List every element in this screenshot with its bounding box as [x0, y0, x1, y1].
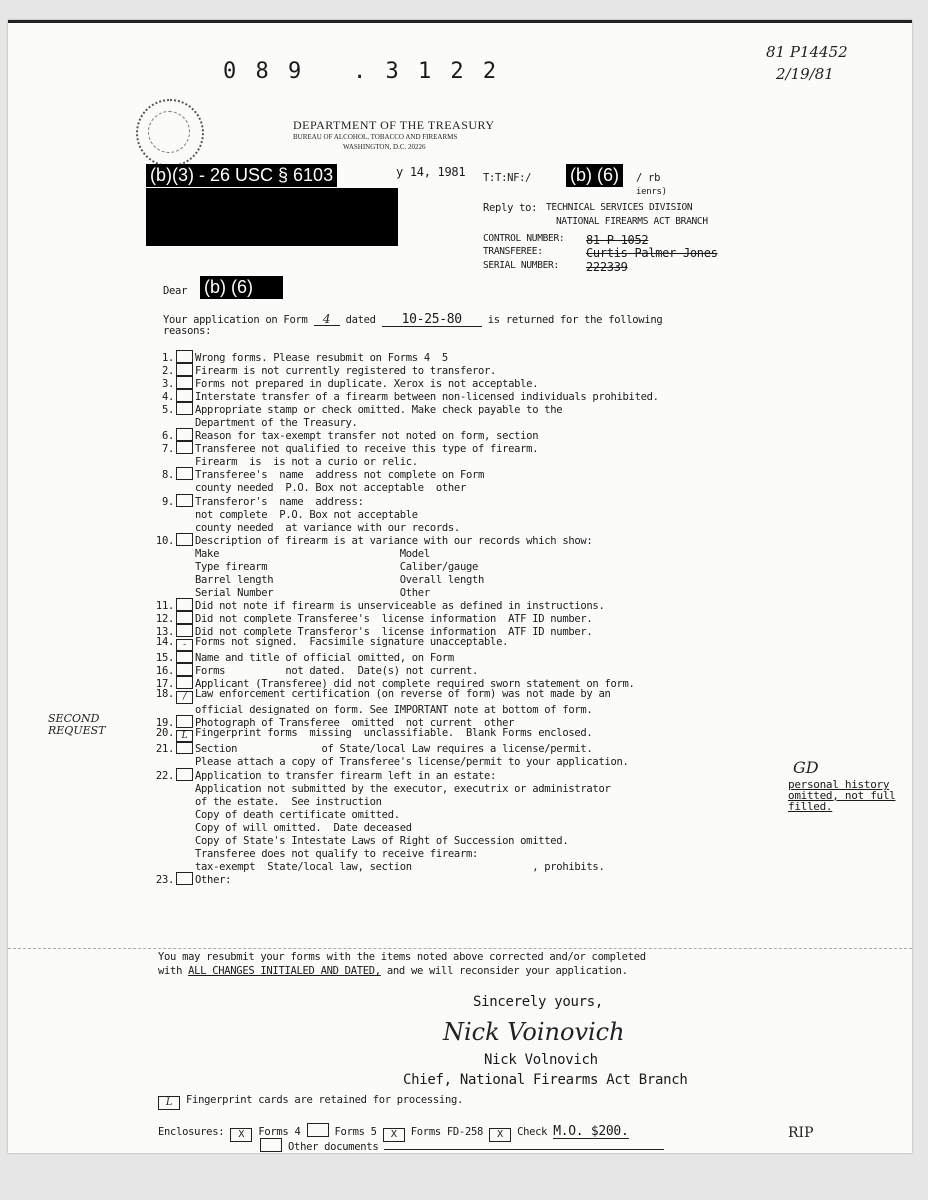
checklist-item [148, 402, 768, 415]
signer-name: Nick Volnovich [484, 1052, 598, 1068]
enc-forms4: Forms 4 [258, 1126, 301, 1138]
serial-number-value: 222339 [586, 260, 628, 274]
item-number: 3. [161, 378, 174, 391]
item-number: 8. [161, 469, 174, 482]
item-checkbox [176, 650, 193, 663]
checklist-item [148, 650, 768, 663]
item-text: Copy of will omitted. Date deceased [195, 821, 412, 834]
checklist-item [148, 389, 768, 402]
item-text: tax-exempt State/local law, section , prohibits. [195, 860, 605, 873]
checklist-item [148, 637, 768, 650]
enc-other: Other documents [288, 1141, 379, 1153]
checklist-item [148, 728, 768, 741]
item-number: 10. [155, 534, 174, 547]
bureau-header: BUREAU OF ALCOHOL, TOBACCO AND FIREARMS [293, 133, 458, 141]
fingerprint-checkbox: L [158, 1096, 180, 1110]
intro-date: 10-25-80 [382, 313, 482, 327]
handwritten-item21-note: personal history omitted, not full filled. [788, 778, 896, 813]
item-text: Forms not signed. Facsimile signature unacceptable. [195, 636, 509, 649]
checklist-item [148, 833, 768, 846]
resubmit-line1: You may resubmit your forms with the items noted above corrected and/or completed [158, 951, 646, 963]
item-checkbox [176, 663, 193, 676]
item-text: Name and title of official omitted, on Form [195, 652, 454, 665]
item-number: 22. [155, 769, 174, 782]
item-number: 23. [155, 873, 174, 886]
item-number: 2. [161, 365, 174, 378]
item-text: Law enforcement certification (on reverse of form) was not made by an [195, 688, 611, 701]
item-text: Section of State/local Law requires a license/permit. [195, 743, 593, 756]
fold-line [8, 948, 912, 949]
checklist-item [148, 467, 768, 480]
item-number: 7. [161, 443, 174, 456]
item-extra: Xerox is not acceptable. [393, 378, 539, 391]
item-text: Serial Number Other [195, 586, 430, 599]
address-header: WASHINGTON, D.C. 20226 [343, 143, 426, 151]
item-text: Department of the Treasury. [195, 417, 358, 430]
checklist-item [148, 507, 768, 520]
fingerprint-note-line [158, 1095, 463, 1110]
item-number: 16. [155, 665, 174, 678]
checklist-item [148, 572, 768, 585]
item-text: Application not submitted by the executor, executrix or administrator [195, 782, 611, 795]
item-number: 14. [155, 636, 174, 649]
item-text: Firearm is is not a curio or relic. [195, 456, 418, 469]
item-text: Wrong forms. Please resubmit on Forms [195, 352, 418, 364]
checklist-item [148, 846, 768, 859]
item-text: Fingerprint forms missing unclassifiable. Blank Forms enclosed. [195, 727, 593, 740]
item-checkbox [176, 598, 193, 611]
item-number: 19. [155, 717, 174, 730]
item-number: 20. [155, 727, 174, 740]
reply-to-label: Reply to: [483, 202, 538, 214]
signer-title: Chief, National Firearms Act Branch [403, 1072, 688, 1088]
checklist-item [148, 689, 768, 702]
item-text: Transferee not qualified to receive this type of firearm. [195, 443, 539, 456]
item-checkbox [176, 533, 193, 546]
item-checkbox: / [176, 691, 193, 704]
checklist-item [148, 781, 768, 794]
checklist-item [148, 546, 768, 559]
redaction-box-address-label: (b)(3) - 26 USC § 6103 [146, 164, 337, 187]
reply-to-line2: NATIONAL FIREARMS ACT BRANCH [556, 216, 708, 227]
checklist-item [148, 350, 768, 363]
item-number: 13. [155, 625, 174, 638]
checklist-item [148, 415, 768, 428]
item-text: Reason for tax-exempt transfer not noted on form, section [195, 430, 539, 443]
enclosures-label: Enclosures: [158, 1126, 225, 1138]
item-text: Please attach a copy of Transferee's license/permit to your application. [195, 756, 629, 769]
item-text: Did not complete Transferee's license information ATF ID number. [195, 612, 593, 625]
checklist-item [148, 533, 768, 546]
checklist-item [148, 428, 768, 441]
item-text: Interstate transfer of a firearm between non-licensed individuals prohibited. [195, 391, 659, 404]
refer-suffix: / rb [636, 172, 661, 184]
enc-other-checkbox [260, 1138, 282, 1152]
item-number: 4. [161, 391, 174, 404]
item-checkbox [176, 389, 193, 402]
transferee-value: Curtis Palmer Jones [586, 246, 718, 260]
item-checkbox [176, 428, 193, 441]
item-text: official designated on form. See IMPORTANT note at bottom of form. [195, 704, 593, 717]
checklist-item [148, 872, 768, 885]
item-checkbox [176, 624, 193, 637]
intro-suffix: is returned for the following [487, 314, 663, 326]
item-text: Barrel length Overall length [195, 573, 485, 586]
checklist-item [148, 820, 768, 833]
item-text: of the estate. See instruction [195, 795, 382, 808]
intro-line2: reasons: [163, 325, 212, 337]
checklist-item [148, 441, 768, 454]
checklist-item [148, 454, 768, 467]
item-text: Application to transfer firearm left in an estate: [195, 769, 497, 782]
control-number-value: 81 P 1052 [586, 233, 649, 247]
item-text: Copy of State's Intestate Laws of Right of Succession omitted. [195, 834, 569, 847]
intro-line [163, 313, 662, 327]
item-text: not complete P.O. Box not acceptable [195, 508, 418, 521]
resubmit-line2 [158, 966, 628, 977]
rip-stamp: RIP [788, 1125, 814, 1141]
refer-prefix: T:T:NF:/ [483, 172, 532, 184]
item-checkbox [176, 376, 193, 389]
item-checkbox [176, 611, 193, 624]
closing: Sincerely yours, [473, 994, 604, 1010]
checklist-item [148, 611, 768, 624]
letter-date: y 14, 1981 [396, 165, 466, 179]
checklist-item [148, 859, 768, 872]
item-number: 17. [155, 678, 174, 691]
item-checkbox [176, 363, 193, 376]
checklist-item [148, 741, 768, 754]
control-number-label: CONTROL NUMBER: [483, 233, 565, 244]
item-checkbox [176, 350, 193, 363]
serial-number-label: SERIAL NUMBER: [483, 260, 559, 271]
item-checkbox [176, 715, 193, 728]
reasons-checklist [148, 350, 768, 885]
checklist-item [148, 663, 768, 676]
item-checkbox [176, 494, 193, 507]
enc-forms5: Forms 5 [334, 1126, 377, 1138]
checklist-item [148, 559, 768, 572]
resubmit-suffix: and we will reconsider your application. [386, 965, 628, 977]
refer-sub: ienrs) [636, 187, 667, 197]
enc-forms5-checkbox [307, 1123, 329, 1137]
fingerprint-note: Fingerprint cards are retained for processing. [186, 1094, 464, 1106]
checklist-item [148, 376, 768, 389]
item-checkbox [176, 441, 193, 454]
item-text: Type firearm Caliber/gauge [195, 560, 479, 573]
treasury-seal-icon [136, 99, 204, 167]
item-checkbox [176, 467, 193, 480]
item-text: Did not note if firearm is unserviceable as defined in instructions. [195, 599, 605, 612]
file-number: 0 8 9 . 3 1 2 2 [223, 59, 500, 84]
item-text: Appropriate stamp or check omitted. [195, 404, 406, 417]
corner-note-date: 2/19/81 [776, 65, 834, 83]
checklist-item [148, 363, 768, 376]
item-text: Transferee does not qualify to receive firearm: [195, 847, 479, 860]
redaction-box-address [146, 188, 398, 246]
item-text: Other: [195, 873, 232, 886]
item-number: 1. [161, 352, 174, 364]
checklist-item [148, 702, 768, 715]
item-number: 12. [155, 612, 174, 625]
checklist-item [148, 480, 768, 493]
dear-label: Dear [163, 285, 188, 297]
enc-forms4-checkbox: X [230, 1128, 252, 1142]
redaction-box-salutation: (b) (6) [200, 276, 283, 299]
checklist-item [148, 494, 768, 507]
checklist-item [148, 807, 768, 820]
intro-form-number: 4 [314, 313, 340, 326]
item-text: Transferee's name address not complete on Form [195, 469, 485, 482]
enc-other-blank [384, 1149, 664, 1150]
item-checkbox [176, 676, 193, 689]
document-page [8, 20, 912, 1153]
item-number: 15. [155, 652, 174, 665]
item-checkbox [176, 741, 193, 754]
enc-other-line [260, 1138, 664, 1153]
item-number: 18. [155, 688, 174, 701]
item-text: Firearm is not currently registered to transferor. [195, 365, 497, 378]
enc-amount: M.O. $200. [553, 1124, 629, 1139]
item-checkbox [176, 768, 193, 781]
handwritten-second-request: SECOND REQUEST [48, 712, 106, 737]
intro-dated-label: dated [345, 314, 376, 326]
item-checkbox: - [176, 639, 193, 652]
item-text: Photograph of Transferee omitted not current other [195, 717, 515, 730]
item-text: Transferor's name address: [195, 495, 364, 508]
item-number: 9. [161, 495, 174, 508]
checklist-item [148, 794, 768, 807]
item-extra: Make check payable to the [411, 404, 563, 417]
redaction-box-refer: (b) (6) [566, 164, 623, 187]
enc-fd258-checkbox: X [383, 1128, 405, 1142]
item-checkbox: L [176, 730, 193, 743]
item-checkbox [176, 402, 193, 415]
item-text: Copy of death certificate omitted. [195, 808, 400, 821]
checklist-item [148, 598, 768, 611]
transferee-label: TRANSFEREE: [483, 246, 543, 257]
item-text: Make Model [195, 547, 430, 560]
checklist-item [148, 754, 768, 767]
signature: Nick Voinovich [443, 1018, 625, 1046]
item-text: Forms not prepared in duplicate. [195, 378, 388, 391]
enc-fd258: Forms FD-258 [410, 1126, 484, 1138]
item-number: 5. [161, 404, 174, 417]
dept-header: DEPARTMENT OF THE TREASURY [293, 118, 495, 132]
item-number: 6. [161, 430, 174, 443]
corner-note-control: 81 P14452 [766, 43, 848, 61]
item-text: Description of firearm is at variance with our records which show: [195, 534, 593, 547]
item-number: 11. [155, 599, 174, 612]
item-text: county needed at variance with our records. [195, 521, 460, 534]
enc-check: Check [517, 1126, 548, 1138]
handwritten-initials: GD [793, 758, 819, 777]
item-number: 21. [155, 743, 174, 756]
item-extra: 4 5 [423, 352, 448, 364]
checklist-item [148, 585, 768, 598]
item-checkbox [176, 872, 193, 885]
item-text: county needed P.O. Box not acceptable other [195, 482, 466, 495]
reply-to-line1: TECHNICAL SERVICES DIVISION [546, 202, 693, 213]
checklist-item [148, 520, 768, 533]
resubmit-emphasis: ALL CHANGES INITIALED AND DATED, [188, 965, 381, 977]
item-text: Forms not dated. Date(s) not current. [195, 665, 479, 678]
checklist-item [148, 768, 768, 781]
intro-prefix: Your application on Form [163, 314, 308, 326]
item-text: Applicant (Transferee) did not complete required sworn statement on form. [195, 678, 635, 691]
resubmit-prefix: with [158, 965, 183, 977]
item-text: Did not complete Transferor's license information ATF ID number. [195, 625, 593, 638]
enc-check-checkbox: X [489, 1128, 511, 1142]
